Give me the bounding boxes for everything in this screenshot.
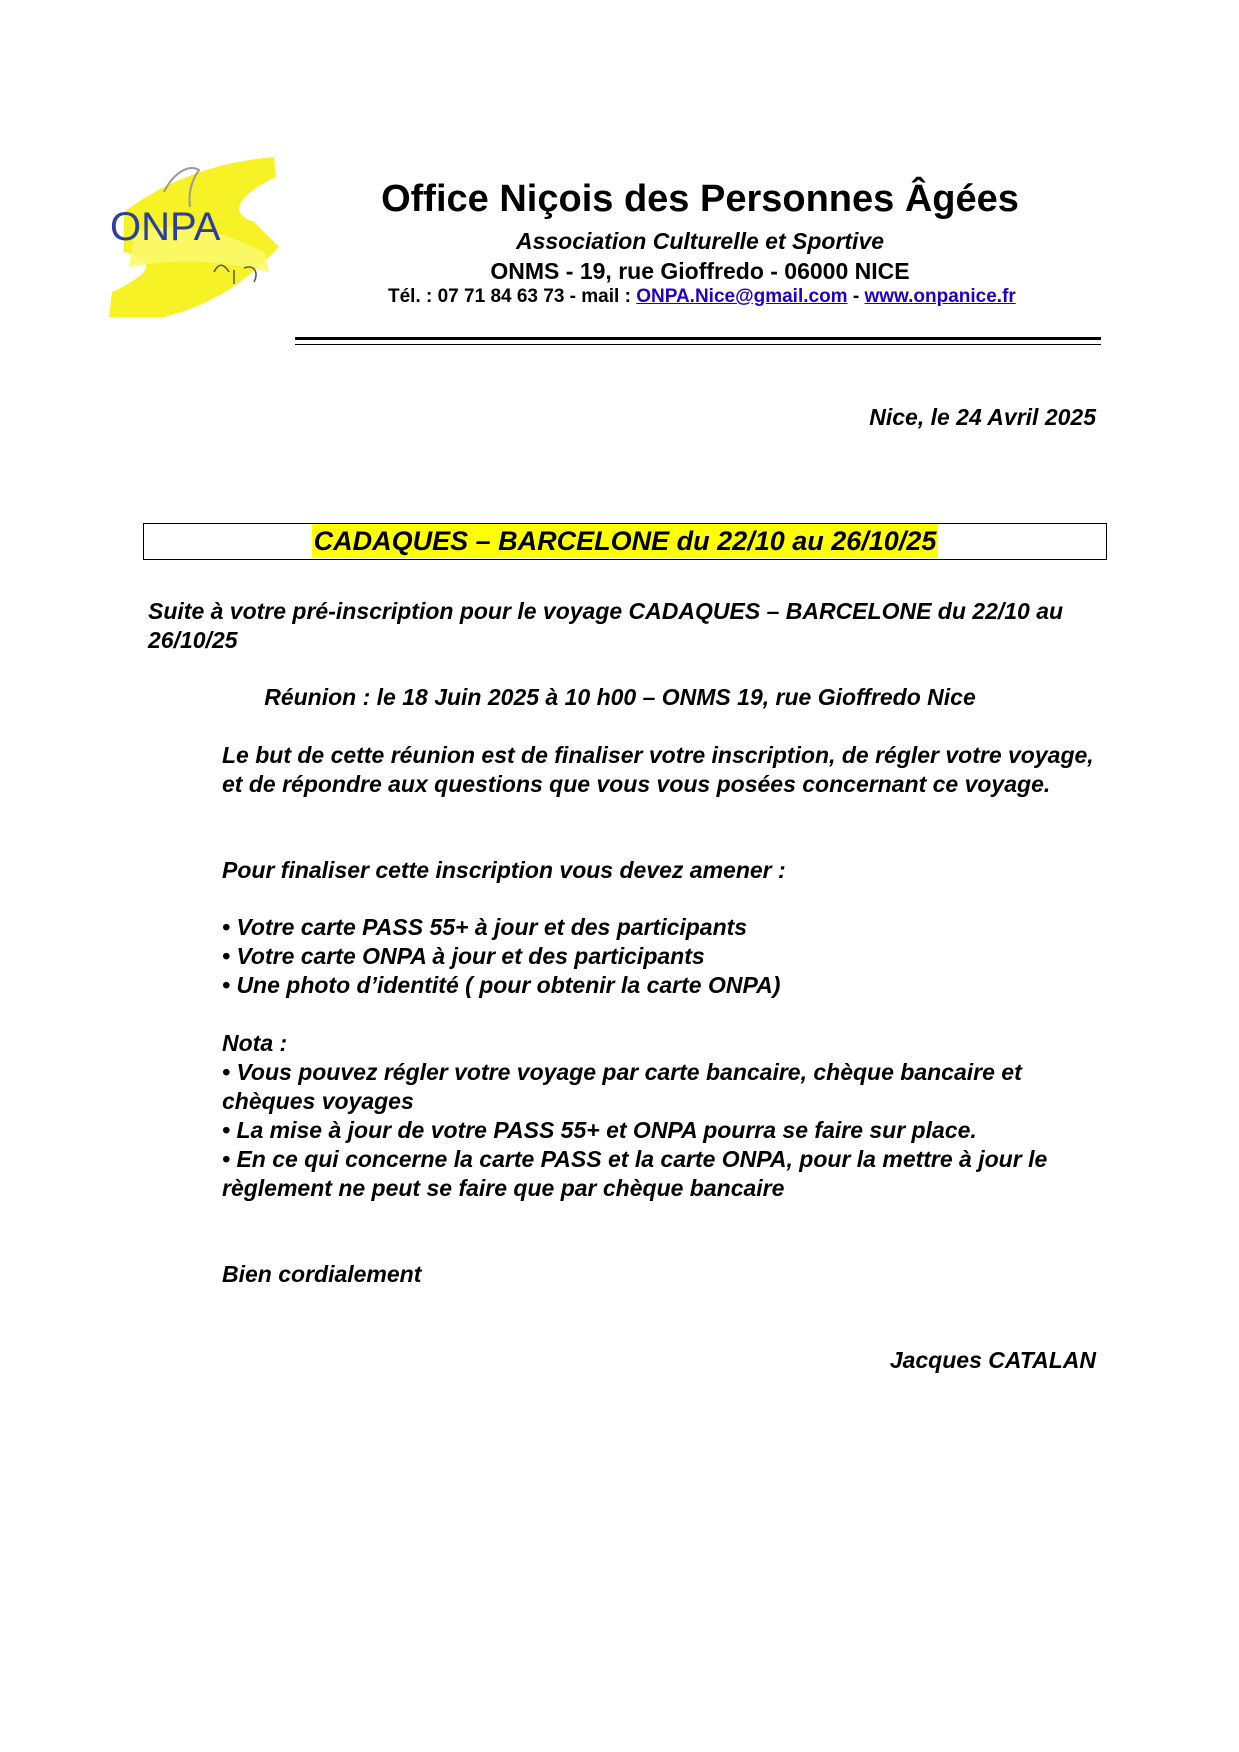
- trip-title: CADAQUES – BARCELONE du 22/10 au 26/10/25: [313, 526, 937, 556]
- list-item: • En ce qui concerne la carte PASS et la carte ONPA, pour la mettre à jour le règlement ne peut se faire que par chèque bancaire: [222, 1146, 1048, 1201]
- list-item: • Vous pouvez régler votre voyage par carte bancaire, chèque bancaire et chèques voyages: [222, 1059, 1022, 1114]
- trip-title-box: [143, 523, 1107, 560]
- contact-separator: -: [847, 286, 865, 307]
- list-item: • Votre carte PASS 55+ à jour et des participants: [222, 914, 748, 940]
- organization-title: Office Niçois des Personnes Âgées: [381, 178, 1019, 220]
- letter-date: Nice, le 24 Avril 2025: [869, 404, 1096, 430]
- onpa-logo: [104, 152, 284, 322]
- organization-address: ONMS - 19, rue Gioffredo - 06000 NICE: [490, 258, 910, 284]
- finalize-label: Pour finaliser cette inscription vous devez amener :: [222, 857, 786, 883]
- organization-contact: [388, 286, 1016, 308]
- list-item: • Votre carte ONPA à jour et des participants: [222, 943, 705, 969]
- goal-paragraph: Le but de cette réunion est de finaliser votre inscription, de régler votre voyage, et de répondre aux questions que vous vous posées concernant ce voyage.: [222, 742, 1094, 797]
- email-link[interactable]: ONPA.Nice@gmail.com: [636, 286, 848, 307]
- intro-paragraph: Suite à votre pré-inscription pour le voyage CADAQUES – BARCELONE du 22/10 au 26/10/25: [148, 598, 1064, 653]
- closing-line: Bien cordialement: [222, 1261, 422, 1287]
- nota-label: Nota :: [222, 1030, 288, 1056]
- website-link[interactable]: www.onpanice.fr: [864, 286, 1016, 307]
- phone-label: Tél. : 07 71 84 63 73 - mail :: [388, 286, 637, 307]
- logo-text: ONPA: [110, 205, 221, 249]
- signature: Jacques CATALAN: [889, 1347, 1096, 1373]
- nota-list: [222, 1058, 1102, 1203]
- header-rule-thin: [295, 344, 1101, 345]
- organization-subtitle: Association Culturelle et Sportive: [515, 228, 885, 254]
- logo-graphic: [104, 152, 284, 322]
- header-rule-thick: [295, 337, 1101, 340]
- requirements-list: [222, 913, 1102, 1000]
- list-item: • La mise à jour de votre PASS 55+ et ONPA pourra se faire sur place.: [222, 1117, 977, 1143]
- meeting-info: Réunion : le 18 Juin 2025 à 10 h00 – ONMS 19, rue Gioffredo Nice: [264, 684, 976, 710]
- list-item: • Une photo d’identité ( pour obtenir la carte ONPA): [222, 972, 781, 998]
